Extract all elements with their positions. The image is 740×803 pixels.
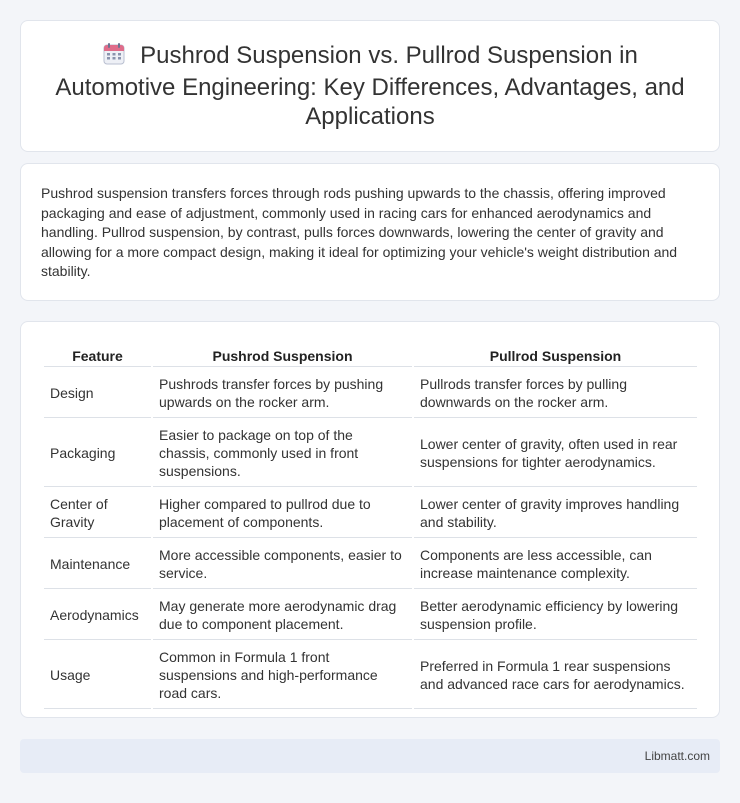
header-feature: Feature	[44, 344, 151, 367]
pullrod-cell: Pullrods transfer forces by pulling downwards on the rocker arm.	[414, 369, 697, 418]
title-text: Pushrod Suspension vs. Pullrod Suspension in Automotive Engineering: Key Differences, Advantages, and Applications	[55, 42, 685, 130]
table-header-row	[44, 344, 697, 367]
pushrod-cell: More accessible components, easier to service.	[153, 540, 412, 589]
pushrod-cell: Pushrods transfer forces by pushing upwards on the rocker arm.	[153, 369, 412, 418]
pushrod-cell: May generate more aerodynamic drag due to component placement.	[153, 591, 412, 640]
header-pushrod: Pushrod Suspension	[153, 344, 412, 367]
footer	[20, 739, 720, 773]
title-card	[20, 20, 720, 152]
feature-cell: Aerodynamics	[44, 591, 151, 640]
pushrod-cell: Higher compared to pullrod due to placement of components.	[153, 489, 412, 538]
feature-cell: Design	[44, 369, 151, 418]
pullrod-cell: Better aerodynamic efficiency by lowering suspension profile.	[414, 591, 697, 640]
intro-card	[20, 163, 720, 301]
table-row	[44, 420, 697, 487]
feature-cell: Packaging	[44, 420, 151, 487]
page-title	[51, 41, 689, 131]
pullrod-cell: Lower center of gravity improves handling and stability.	[414, 489, 697, 538]
pullrod-cell: Preferred in Formula 1 rear suspensions and advanced race cars for aerodynamics.	[414, 642, 697, 709]
intro-paragraph: Pushrod suspension transfers forces through rods pushing upwards to the chassis, offering improved packaging and ease of adjustment, commonly used in racing cars for enhanced aerodynamics and handling. Pullrod suspension, by contrast, pulls forces downwards, lowering the center of gravity and allowing for a more compact design, making it ideal for optimizing your vehicle's weight distribution and stability.	[41, 185, 678, 280]
comparison-table	[42, 342, 699, 711]
feature-cell: Center of Gravity	[44, 489, 151, 538]
header-pullrod: Pullrod Suspension	[414, 344, 697, 367]
table-row	[44, 642, 697, 709]
table-row	[44, 591, 697, 640]
pullrod-cell: Lower center of gravity, often used in rear suspensions for tighter aerodynamics.	[414, 420, 697, 487]
table-row	[44, 540, 697, 589]
pullrod-cell: Components are less accessible, can increase maintenance complexity.	[414, 540, 697, 589]
feature-cell: Usage	[44, 642, 151, 709]
pushrod-cell: Common in Formula 1 front suspensions and high-performance road cars.	[153, 642, 412, 709]
footer-site-link[interactable]: Libmatt.com	[644, 749, 710, 763]
pushrod-cell: Easier to package on top of the chassis, commonly used in front suspensions.	[153, 420, 412, 487]
calendar-icon	[102, 42, 126, 73]
table-row	[44, 489, 697, 538]
feature-cell: Maintenance	[44, 540, 151, 589]
comparison-card	[20, 321, 720, 718]
table-row	[44, 369, 697, 418]
